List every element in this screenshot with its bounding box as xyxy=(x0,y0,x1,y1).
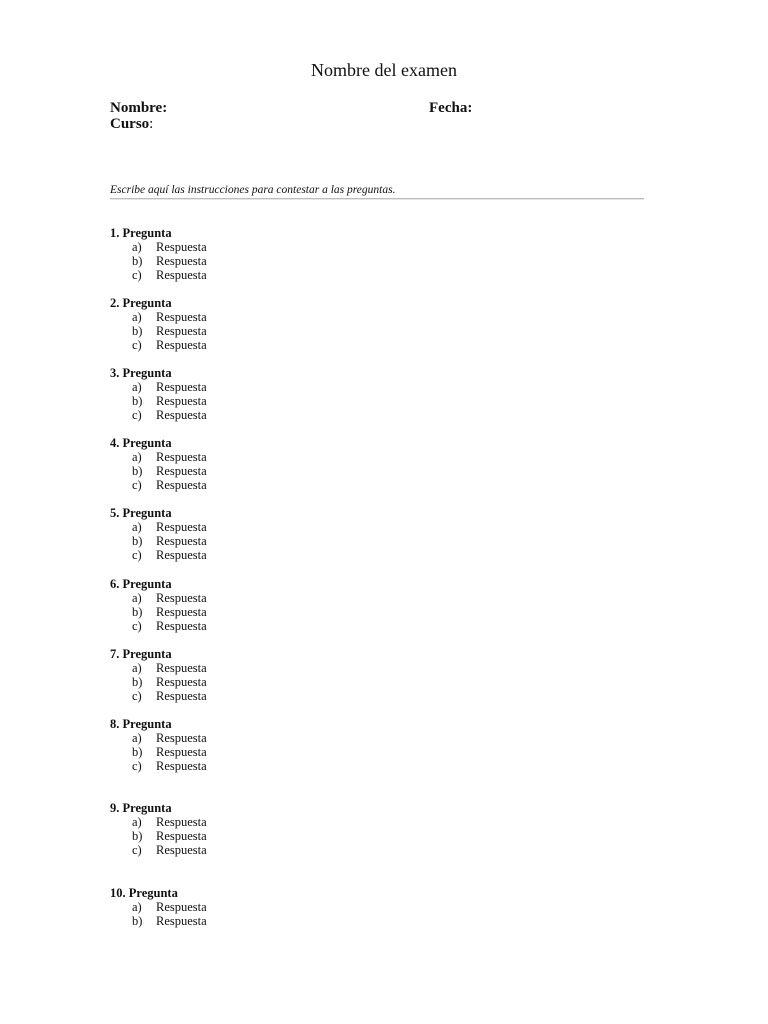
answer-text: Respuesta xyxy=(156,450,207,464)
answer-text: Respuesta xyxy=(156,829,207,843)
course-colon: : xyxy=(149,116,154,132)
answer-text: Respuesta xyxy=(156,731,207,745)
answer-option xyxy=(110,268,207,282)
question-title: 5. Pregunta xyxy=(110,506,172,520)
answer-option xyxy=(110,450,207,464)
instructions-text: Escribe aquí las instrucciones para contestar a las preguntas. xyxy=(110,184,396,196)
answer-option xyxy=(110,619,207,633)
question-5 xyxy=(110,506,207,562)
question-6 xyxy=(110,577,207,633)
answer-option xyxy=(110,338,207,352)
answer-option xyxy=(110,815,207,829)
answer-text: Respuesta xyxy=(156,900,207,914)
answer-letter: c) xyxy=(132,268,142,282)
answer-option xyxy=(110,731,207,745)
answer-text: Respuesta xyxy=(156,254,207,268)
answer-text: Respuesta xyxy=(156,464,207,478)
question-title: 2. Pregunta xyxy=(110,296,172,310)
question-9 xyxy=(110,801,207,857)
answer-text: Respuesta xyxy=(156,394,207,408)
answer-option xyxy=(110,520,207,534)
answer-option xyxy=(110,380,207,394)
course-field xyxy=(110,116,153,133)
answer-text: Respuesta xyxy=(156,759,207,773)
answer-text: Respuesta xyxy=(156,619,207,633)
answer-letter: a) xyxy=(132,310,142,324)
answer-letter: b) xyxy=(132,745,143,759)
answer-option xyxy=(110,464,207,478)
name-label: Nombre: xyxy=(110,100,168,116)
question-2 xyxy=(110,296,207,352)
question-7 xyxy=(110,647,207,703)
instructions-divider xyxy=(110,198,644,199)
question-title: 10. Pregunta xyxy=(110,886,178,900)
answer-letter: c) xyxy=(132,338,142,352)
answer-option xyxy=(110,675,207,689)
question-8 xyxy=(110,717,207,773)
answer-option xyxy=(110,914,207,928)
answer-letter: b) xyxy=(132,605,143,619)
answer-text: Respuesta xyxy=(156,591,207,605)
answer-option xyxy=(110,661,207,675)
answer-letter: c) xyxy=(132,619,142,633)
answer-text: Respuesta xyxy=(156,914,207,928)
answer-letter: b) xyxy=(132,324,143,338)
question-title: 8. Pregunta xyxy=(110,717,172,731)
answer-letter: b) xyxy=(132,254,143,268)
answer-letter: a) xyxy=(132,815,142,829)
question-title: 7. Pregunta xyxy=(110,647,172,661)
question-3 xyxy=(110,366,207,422)
answer-letter: a) xyxy=(132,380,142,394)
answer-text: Respuesta xyxy=(156,843,207,857)
answer-text: Respuesta xyxy=(156,605,207,619)
answer-text: Respuesta xyxy=(156,520,207,534)
answer-text: Respuesta xyxy=(156,268,207,282)
answer-option xyxy=(110,254,207,268)
answer-option xyxy=(110,534,207,548)
course-label: Curso xyxy=(110,116,150,132)
answer-letter: b) xyxy=(132,394,143,408)
answer-letter: b) xyxy=(132,534,143,548)
answer-text: Respuesta xyxy=(156,324,207,338)
answer-option xyxy=(110,310,207,324)
answer-option xyxy=(110,829,207,843)
answer-text: Respuesta xyxy=(156,408,207,422)
question-title: 3. Pregunta xyxy=(110,366,172,380)
answer-letter: a) xyxy=(132,900,142,914)
answer-option xyxy=(110,394,207,408)
answer-option xyxy=(110,548,207,562)
answer-text: Respuesta xyxy=(156,310,207,324)
question-title: 9. Pregunta xyxy=(110,801,172,815)
question-title: 1. Pregunta xyxy=(110,226,172,240)
answer-letter: c) xyxy=(132,689,142,703)
answer-letter: a) xyxy=(132,731,142,745)
answer-option xyxy=(110,745,207,759)
question-1 xyxy=(110,226,207,282)
answer-letter: b) xyxy=(132,914,143,928)
answer-option xyxy=(110,408,207,422)
exam-title: Nombre del examen xyxy=(311,60,457,80)
answer-option xyxy=(110,324,207,338)
answer-letter: b) xyxy=(132,675,143,689)
answer-text: Respuesta xyxy=(156,338,207,352)
question-title: 6. Pregunta xyxy=(110,577,172,591)
answer-text: Respuesta xyxy=(156,745,207,759)
answer-text: Respuesta xyxy=(156,534,207,548)
answer-option xyxy=(110,759,207,773)
answer-text: Respuesta xyxy=(156,478,207,492)
answer-option xyxy=(110,240,207,254)
answer-letter: c) xyxy=(132,843,142,857)
answer-letter: a) xyxy=(132,591,142,605)
answer-text: Respuesta xyxy=(156,240,207,254)
answer-option xyxy=(110,843,207,857)
answer-letter: b) xyxy=(132,829,143,843)
answer-option xyxy=(110,900,207,914)
date-label: Fecha: xyxy=(429,100,473,116)
answer-letter: a) xyxy=(132,240,142,254)
answer-letter: a) xyxy=(132,661,142,675)
answer-text: Respuesta xyxy=(156,815,207,829)
answer-text: Respuesta xyxy=(156,548,207,562)
answer-letter: a) xyxy=(132,450,142,464)
answer-letter: c) xyxy=(132,548,142,562)
question-title: 4. Pregunta xyxy=(110,436,172,450)
question-10 xyxy=(110,886,207,928)
answer-letter: c) xyxy=(132,408,142,422)
question-4 xyxy=(110,436,207,492)
answer-option xyxy=(110,591,207,605)
answer-letter: b) xyxy=(132,464,143,478)
answer-letter: a) xyxy=(132,520,142,534)
answer-option xyxy=(110,689,207,703)
answer-option xyxy=(110,478,207,492)
answer-text: Respuesta xyxy=(156,380,207,394)
answer-letter: c) xyxy=(132,759,142,773)
answer-text: Respuesta xyxy=(156,675,207,689)
answer-option xyxy=(110,605,207,619)
answer-letter: c) xyxy=(132,478,142,492)
answer-text: Respuesta xyxy=(156,661,207,675)
answer-text: Respuesta xyxy=(156,689,207,703)
